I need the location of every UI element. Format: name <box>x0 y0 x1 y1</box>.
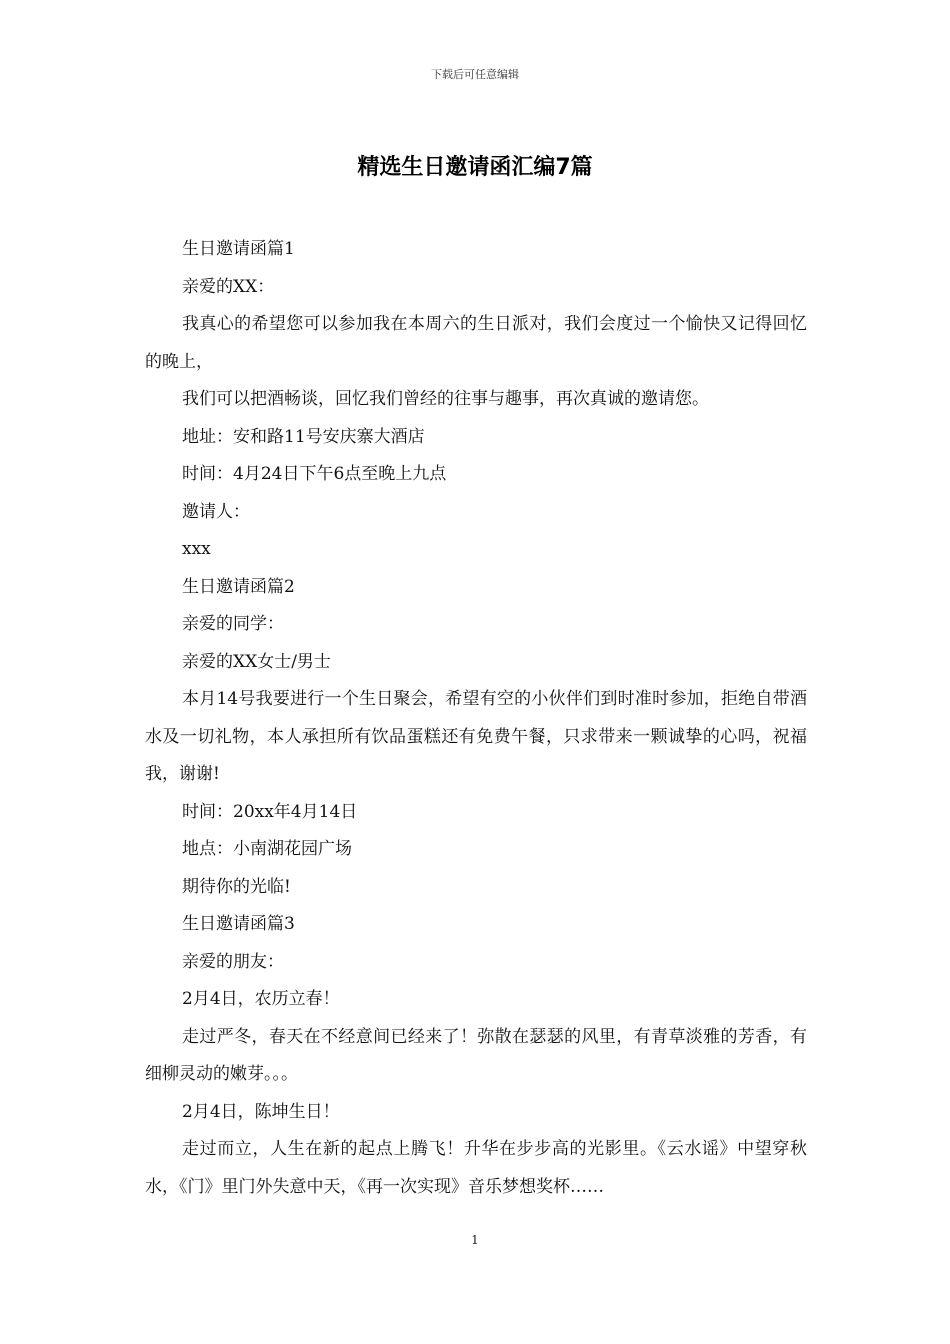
page-number: 1 <box>471 1233 479 1247</box>
paragraph: 生日邀请函篇1 <box>182 239 295 259</box>
paragraph: 时间：20xx年4月14日 <box>182 801 358 822</box>
paragraph: 期待你的光临! <box>182 876 291 897</box>
paragraph: xxx <box>182 539 211 559</box>
paragraph: 亲爱的XX： <box>182 276 275 297</box>
paragraph: 我真心的希望您可以参加我在本周六的生日派对，我们会度过一个愉快又记得回忆的晚上， <box>145 314 807 372</box>
paragraph: 走过严冬，春天在不经意间已经来了！弥散在瑟瑟的风里，有青草淡雅的芳香，有细柳灵动的嫩芽。。。 <box>145 1026 807 1084</box>
paragraph: 亲爱的同学： <box>182 614 284 634</box>
paragraph: 走过而立，人生在新的起点上腾飞！升华在步步高的光影里。《云水谣》中望穿秋水，《门》里门外失意中天，《再一次实现》音乐梦想奖杯…… <box>145 1139 807 1197</box>
paragraph: 生日邀请函篇2 <box>182 576 295 597</box>
paragraph: 2月4日，农历立春！ <box>182 989 340 1009</box>
paragraph: 时间：4月24日下午6点至晚上九点 <box>182 464 447 484</box>
paragraph: 2月4日，陈坤生日！ <box>182 1101 340 1122</box>
paragraph: 我们可以把酒畅谈，回忆我们曾经的往事与趣事，再次真诚的邀请您。 <box>182 389 709 409</box>
page-header: 下载后可任意编辑 <box>431 68 519 81</box>
paragraph: 邀请人： <box>182 501 250 522</box>
paragraph: 本月14号我要进行一个生日聚会，希望有空的小伙伴们到时准时参加，拒绝自带酒水及一切礼物，本人承担所有饮品蛋糕还有免费午餐，只求带来一颗诚挚的心吗，祝福我，谢谢! <box>145 689 807 784</box>
document-body <box>145 231 807 1206</box>
paragraph: 亲爱的朋友： <box>182 951 284 972</box>
paragraph: 地址：安和路11号安庆寨大酒店 <box>182 426 425 447</box>
document-title: 精选生日邀请函汇编7篇 <box>357 155 593 180</box>
paragraph: 亲爱的XX女士/男士 <box>182 651 331 672</box>
paragraph: 地点：小南湖花园广场 <box>182 839 352 859</box>
paragraph: 生日邀请函篇3 <box>182 914 295 934</box>
